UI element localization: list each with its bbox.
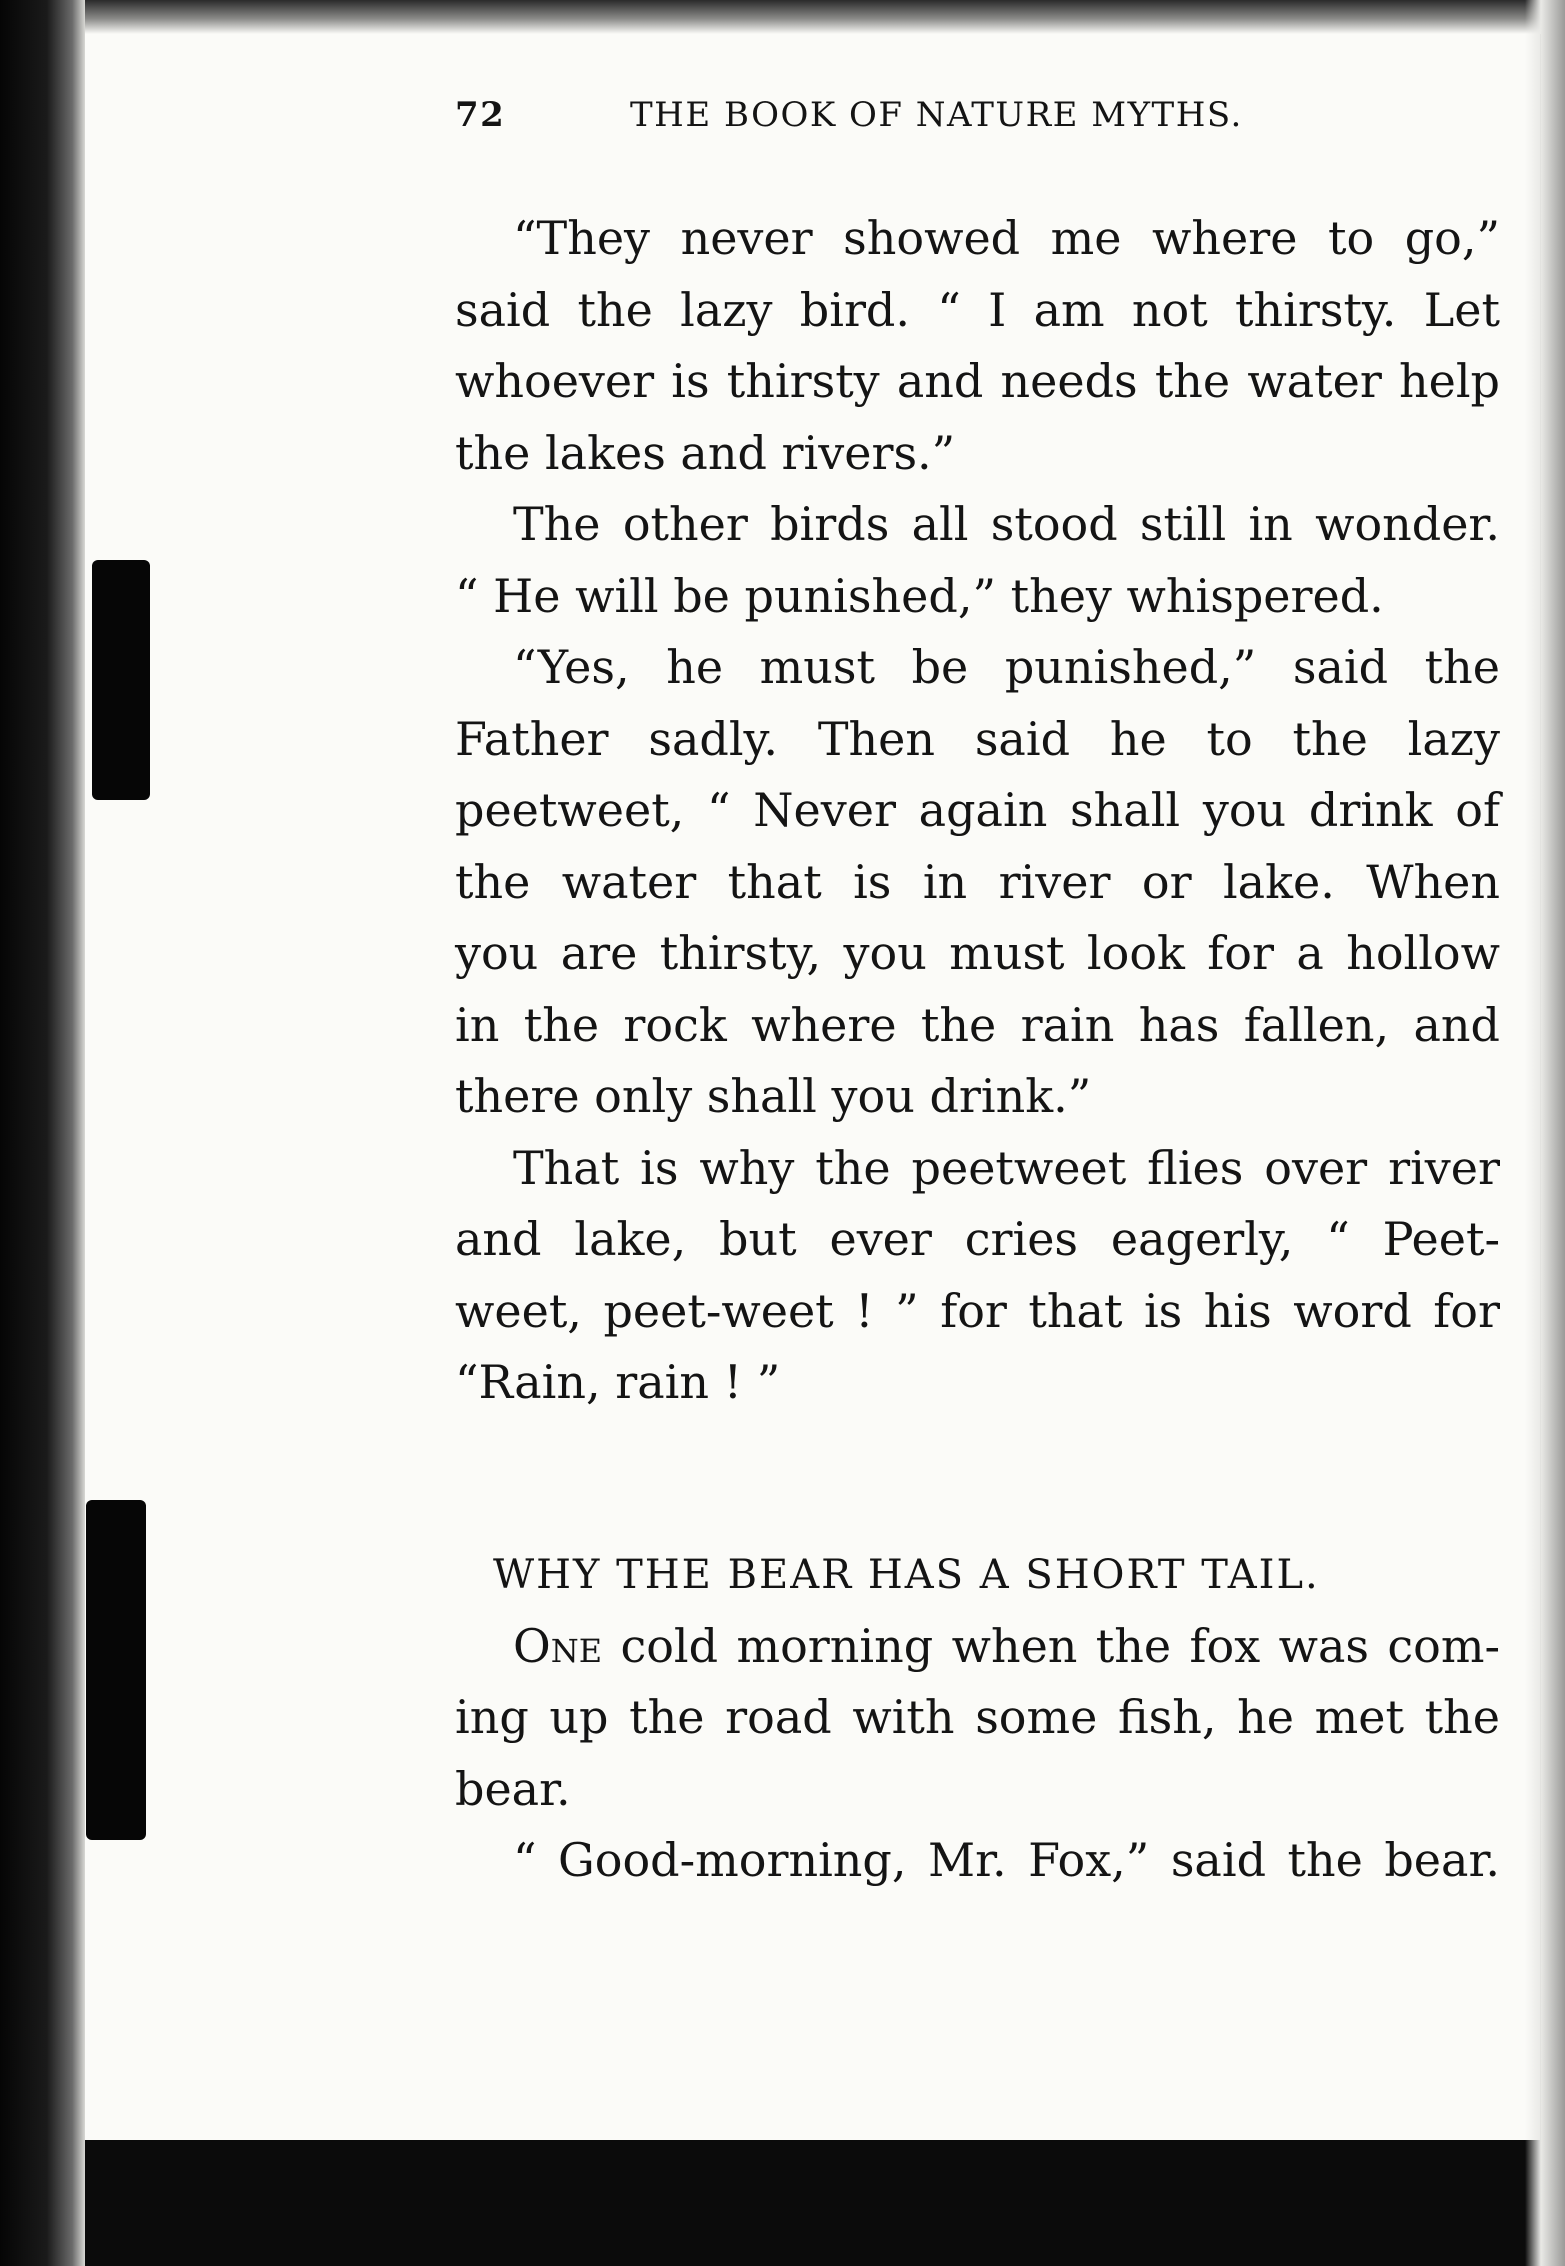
page-number: 72 bbox=[455, 95, 506, 135]
text-line: “They never showed me where to go,” bbox=[513, 211, 1500, 265]
text-line: That is why the peetweet flies over river bbox=[513, 1140, 1500, 1195]
ink-blot-upper bbox=[92, 560, 150, 800]
text-line: said the lazy bird. “ I am not thirsty. Let bbox=[455, 282, 1500, 337]
first-line-text: cold morning when the fox was com- bbox=[602, 1618, 1500, 1673]
binding-edge bbox=[0, 0, 85, 2266]
top-page-edge bbox=[0, 0, 1565, 34]
text-line: The other birds all stood still in wonder. bbox=[513, 497, 1500, 551]
text-line: “Yes, he must be punished,” said the bbox=[513, 640, 1500, 694]
text-line: you are thirsty, you must look for a hollow bbox=[455, 926, 1500, 980]
ink-blot-lower bbox=[86, 1500, 146, 1840]
text-line: the lakes and rivers.” bbox=[455, 425, 956, 480]
running-title: THE BOOK OF NATURE MYTHS. bbox=[630, 95, 1243, 135]
text-line-first bbox=[455, 1611, 1500, 1683]
text-line: “ Good-morning, Mr. Fox,” said the bear. bbox=[513, 1833, 1500, 1887]
text-line: “ He will be punished,” they whispered. bbox=[455, 568, 1384, 623]
section-gap bbox=[455, 1419, 1500, 1539]
text-line: Father sadly. Then said he to the lazy bbox=[455, 711, 1500, 766]
text-line: the water that is in river or lake. When bbox=[455, 854, 1500, 909]
story-text bbox=[455, 203, 1500, 1419]
text-line: whoever is thirsty and needs the water help bbox=[455, 354, 1500, 408]
running-head bbox=[455, 95, 1500, 155]
text-line: “Rain, rain ! ” bbox=[455, 1355, 781, 1409]
right-page-edge bbox=[1525, 0, 1565, 2266]
text-line: peetweet, “ Never again shall you drink of bbox=[455, 783, 1500, 837]
text-line: and lake, but ever cries eagerly, “ Peet- bbox=[455, 1212, 1500, 1266]
section-heading: WHY THE BEAR HAS A SHORT TAIL. bbox=[493, 1551, 1320, 1598]
text-line: weet, peet-weet ! ” for that is his word for bbox=[455, 1283, 1500, 1338]
text-line: ing up the road with some fish, he met the bbox=[455, 1690, 1500, 1744]
text-line: bear. bbox=[455, 1761, 571, 1816]
text-line: there only shall you drink.” bbox=[455, 1069, 1092, 1123]
text-block bbox=[455, 95, 1500, 1897]
text-line: in the rock where the rain has fallen, and bbox=[455, 997, 1500, 1052]
drop-word: One bbox=[513, 1618, 603, 1673]
